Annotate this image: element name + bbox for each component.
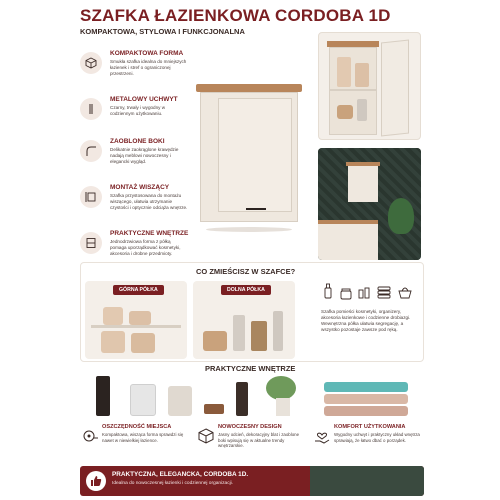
cabinet-door bbox=[218, 98, 292, 212]
storage-title: CO ZMIEŚCISZ W SZAFCE? bbox=[196, 267, 296, 276]
wall-mount-icon bbox=[80, 186, 102, 208]
benefit-desc: Kompaktowa, wisząca forma sprawdzi się nawet w niewielkiej łazience. bbox=[102, 432, 184, 443]
feature-desc: Czarny, trwały i wygodny w codziennym użytkowaniu. bbox=[110, 105, 166, 116]
storage-description: Szafka pomieści kosmetyki, organizery, akcesoria łazienkowe i codzienne drobiazgi. Wewnętrzna półka ułatwia segregację, a wszystko pozostaje zawsze pod ręką. bbox=[321, 309, 411, 332]
benefit-desc: Jasny odcień, dekoracyjny blat i zaoblone boki wpisują się w aktualne trendy wnętrzarskie. bbox=[218, 432, 300, 449]
feature-desc: Jednodrzwiowa forma z półką pomaga uporządkować kosmetyki, akcesoria i drobne przedmioty. bbox=[110, 239, 181, 256]
basket-icon bbox=[397, 285, 413, 304]
cabinet-illustration bbox=[196, 84, 302, 234]
shelf-icon bbox=[80, 232, 102, 254]
feature-title: KOMPAKTOWA FORMA bbox=[110, 50, 184, 57]
feature-desc: Smukła szafka idealna do mniejszych łazienek i stref o ograniczonej przestrzeni. bbox=[110, 59, 187, 76]
bathroom-photo bbox=[318, 148, 421, 260]
cabinet-handle bbox=[246, 208, 266, 210]
cabinet-shadow bbox=[206, 227, 292, 232]
box-icon bbox=[80, 52, 102, 74]
footer-title: PRAKTYCZNA, ELEGANCKA, CORDOBA 1D. bbox=[112, 471, 249, 478]
feature-title: MONTAŻ WISZĄCY bbox=[110, 184, 170, 191]
rounded-corner-icon bbox=[80, 140, 102, 162]
benefit-item bbox=[80, 422, 192, 464]
hand-heart-icon bbox=[314, 428, 330, 449]
benefit-item bbox=[196, 422, 308, 464]
footer-desc: Idealna do nowoczesnej łazienki i codziennej organizacji. bbox=[112, 481, 234, 486]
feature-desc: Delikatnie zaokrąglone krawędzie nadają meblowi nowoczesny i elegancki wygląd. bbox=[110, 147, 179, 164]
benefit-item bbox=[312, 422, 424, 464]
feature-desc: Szafka przystosowana do montażu wiszącego, ułatwia utrzymanie czystości i optycznie odciąża wnętrze. bbox=[110, 193, 188, 210]
page-title: SZAFKA ŁAZIENKOWA CORDOBA 1D bbox=[80, 6, 391, 25]
towels-icon bbox=[377, 285, 391, 304]
benefit-title: OSZCZĘDNOŚĆ MIEJSCA bbox=[102, 424, 172, 430]
jar-icon bbox=[339, 287, 353, 305]
feature-title: ZAOBLONE BOKI bbox=[110, 138, 165, 145]
page-subtitle: KOMPAKTOWA, STYLOWA I FUNKCJONALNA bbox=[80, 27, 245, 36]
storage-section bbox=[80, 262, 424, 362]
cube-icon bbox=[198, 428, 214, 449]
interior-products-photo bbox=[80, 374, 424, 420]
cabinet-open-photo bbox=[318, 32, 421, 140]
benefit-title: KOMFORT UŻYTKOWANIA bbox=[334, 424, 406, 430]
benefits-row bbox=[80, 422, 424, 464]
storage-icons bbox=[321, 283, 417, 303]
thumbs-up-icon bbox=[86, 471, 106, 491]
handle-icon bbox=[80, 98, 102, 120]
feature-title: METALOWY UCHWYT bbox=[110, 96, 178, 103]
tape-measure-icon bbox=[82, 428, 98, 449]
cabinet-top bbox=[196, 84, 302, 92]
top-shelf-badge: GÓRNA PÓŁKA bbox=[113, 285, 164, 295]
footer-banner bbox=[80, 466, 424, 496]
cosmetics-icon bbox=[357, 285, 371, 304]
bottom-shelf-badge: DOLNA PÓŁKA bbox=[221, 285, 271, 295]
interior-title: PRAKTYCZNE WNĘTRZE bbox=[205, 364, 296, 373]
footer-photo bbox=[310, 466, 424, 496]
benefit-desc: Wygodny uchwyt i praktyczny układ wnętrza sprawiają, że łatwo dbać o porządek. bbox=[334, 432, 420, 443]
bottle-icon bbox=[321, 283, 335, 304]
feature-list bbox=[80, 48, 190, 268]
benefit-title: NOWOCZESNY DESIGN bbox=[218, 424, 282, 430]
feature-title: PRAKTYCZNE WNĘTRZE bbox=[110, 230, 189, 237]
